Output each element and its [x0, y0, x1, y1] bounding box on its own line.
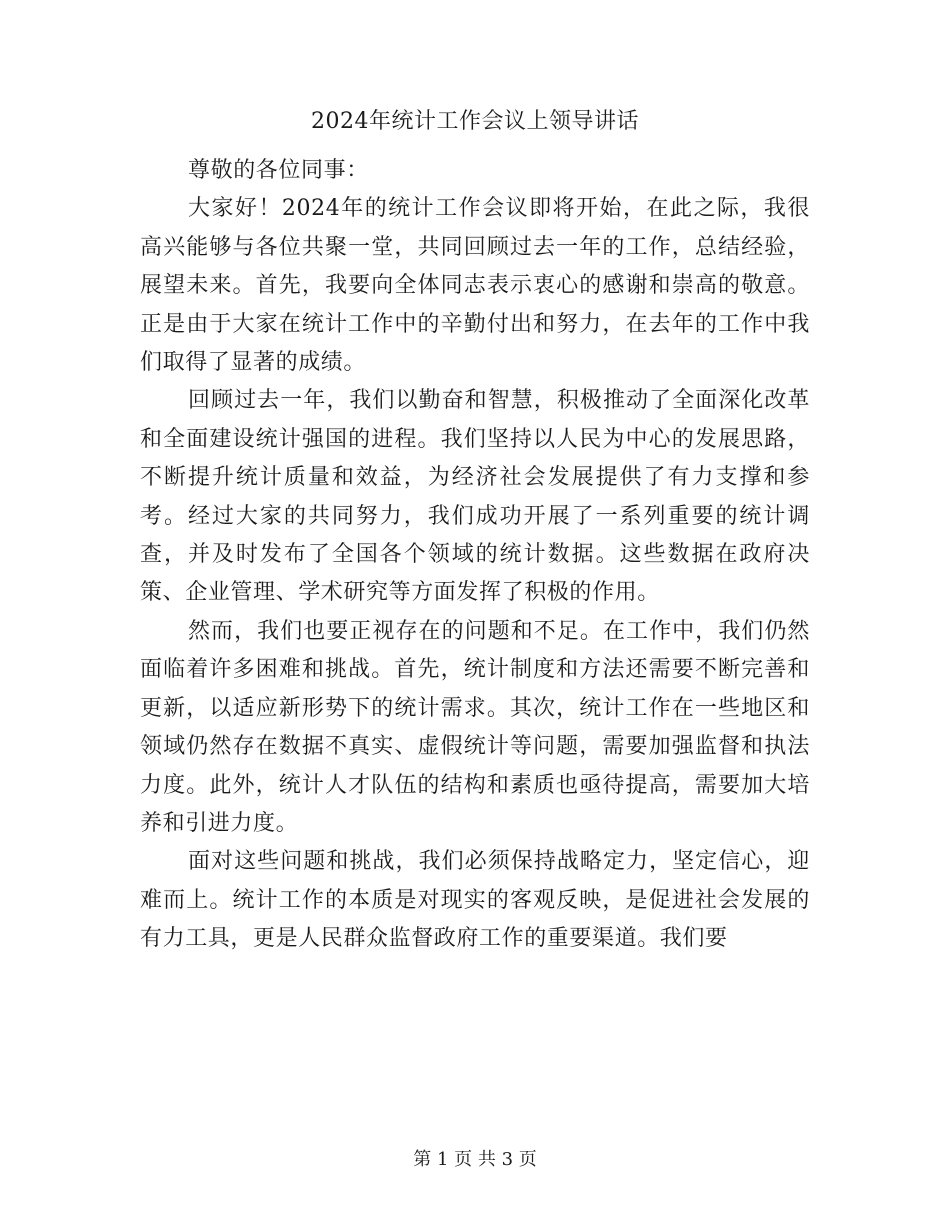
document-body — [140, 152, 810, 959]
paragraph-3: 然而，我们也要正视存在的问题和不足。在工作中，我们仍然面临着许多困难和挑战。首先，统计制度和方法还需要不断完善和更新，以适应新形势下的统计需求。其次，统计工作在一些地区和领域仍然存在数据不真实、虚假统计等问题，需要加强监督和执法力度。此外，统计人才队伍的结构和素质也亟待提高，需要加大培养和引进力度。 — [140, 618, 810, 836]
paragraph-4: 面对这些问题和挑战，我们必须保持战略定力，坚定信心，迎难而上。统计工作的本质是对现实的客观反映，是促进社会发展的有力工具，更是人民群众监督政府工作的重要渠道。我们要 — [140, 849, 810, 952]
page-number-footer: 第 1 页 共 3 页 — [413, 1149, 537, 1170]
document-title: 2024年统计工作会议上领导讲话 — [311, 109, 639, 134]
paragraph-1: 大家好！2024年的统计工作会议即将开始，在此之际，我很高兴能够与各位共聚一堂，共同回顾过去一年的工作，总结经验，展望未来。首先，我要向全体同志表示衷心的感谢和崇高的敬意。正是由于大家在统计工作中的辛勤付出和努力，在去年的工作中我们取得了显著的成绩。 — [140, 196, 810, 376]
salutation: 尊敬的各位同事： — [188, 158, 369, 183]
paragraph-2: 回顾过去一年，我们以勤奋和智慧，积极推动了全面深化改革和全面建设统计强国的进程。我们坚持以人民为中心的发展思路，不断提升统计质量和效益，为经济社会发展提供了有力支撑和参考。经过大家的共同努力，我们成功开展了一系列重要的统计调查，并及时发布了全国各个领域的统计数据。这些数据在政府决策、企业管理、学术研究等方面发挥了积极的作用。 — [140, 388, 810, 606]
